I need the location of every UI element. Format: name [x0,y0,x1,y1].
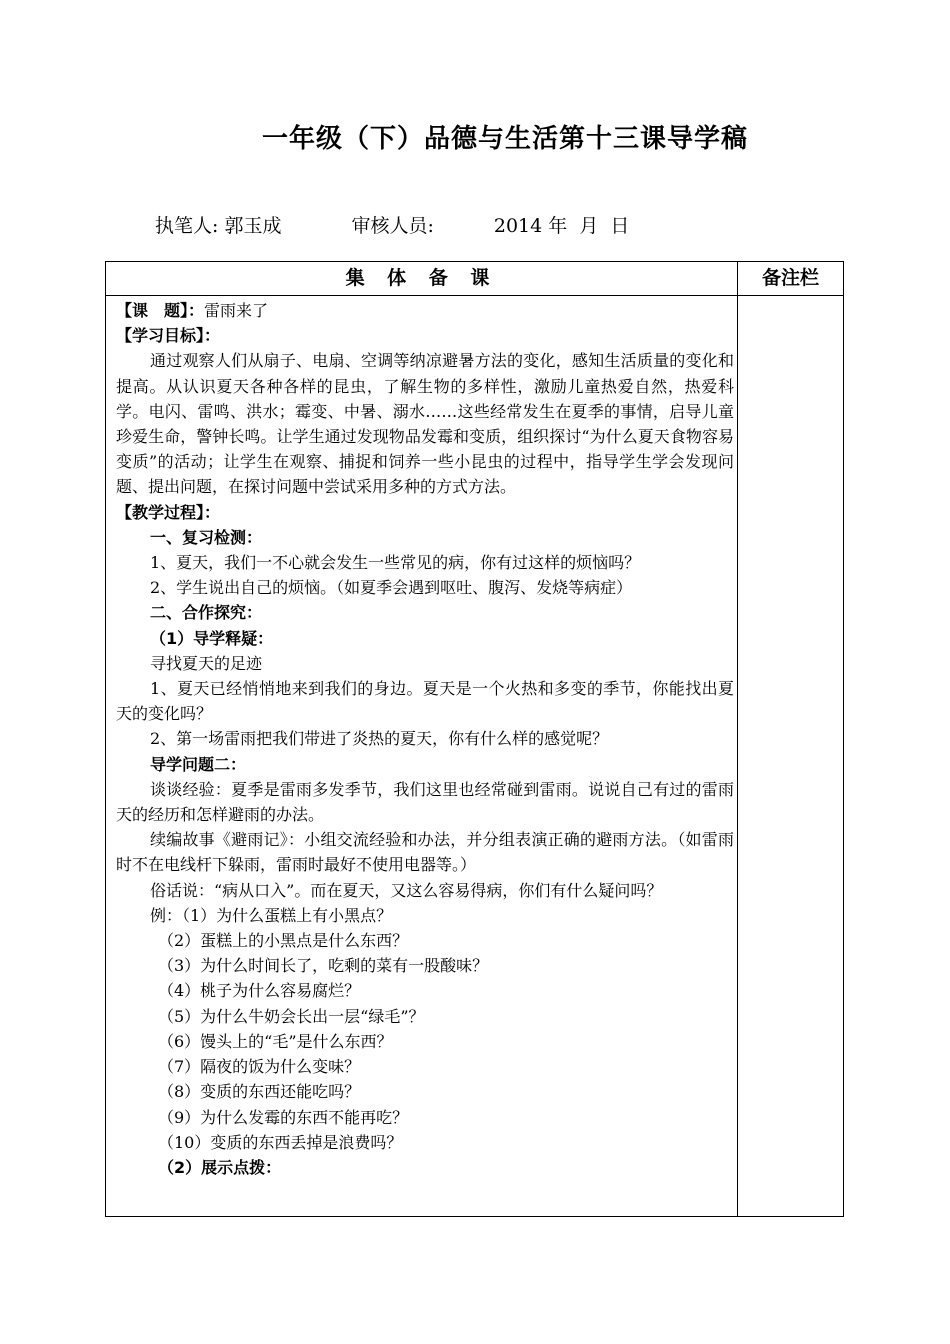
paragraph-story: 续编故事《避雨记》：小组交流经验和办法，并分组表演正确的避雨方法。（如雷雨时不在电线杆下躲雨，雷雨时最好不使用电器等。） [116,830,734,875]
paragraph-first-storm: 2、第一场雷雨把我们带进了炎热的夏天，你有什么样的感觉呢？ [150,729,609,749]
process-label: 【教学过程】： [116,502,221,522]
page-title: 一年级（下）品德与生活第十三课导学稿 [261,124,748,154]
reviewer-label: 审核人员: [351,215,434,237]
topic-label: 【课 题】： [116,301,205,320]
topic-text: 雷雨来了 [204,301,269,320]
example-item: （6）馒头上的“毛”是什么东西？ [158,1031,393,1051]
paragraph-proverb: 俗话说：“病从口入”。而在夏天，又这么容易得病，你们有什么疑问吗？ [150,880,663,900]
column-divider [737,262,738,1216]
section-explore-title: 二、合作探究： [150,603,263,623]
example-item: （9）为什么发霉的东西不能再吃？ [158,1107,409,1127]
example-item: （4）桃子为什么容易腐烂？ [158,981,361,1001]
review-item: 1、夏天，我们一不心就会发生一些常见的病，你有过这样的烦恼吗？ [150,553,641,573]
lesson-content [116,298,734,1180]
header-divider [106,295,843,296]
paragraph-talk-experience: 谈谈经验：夏季是雷雨多发季节，我们这里也经常碰到雷雨。说说自己有过的雷雨天的经历和怎样避雨的办法。 [116,779,734,825]
date-field: 2014 年 月 日 [493,215,630,237]
lesson-table [105,261,844,1217]
paragraph-summer-change: 1、夏天已经悄悄地来到我们的身边。夏天是一个火热和多变的季节，你能找出夏天的变化吗？ [116,679,734,724]
goals-label: 【学习目标】： [116,326,221,346]
example-item: （7）隔夜的饭为什么变味？ [158,1057,361,1077]
section-review-title: 一、复习检测： [150,527,263,547]
review-item: 2、学生说出自己的烦恼。（如夏季会遇到呕吐、腹泻、发烧等病症） [150,578,633,598]
guide-question-two-title: 导学问题二： [150,754,247,774]
subsection-show-title: （2）展示点拨： [158,1157,282,1177]
example-item: （3）为什么时间长了，吃剩的菜有一股酸味？ [158,956,489,976]
example-item: （8）变质的东西还能吃吗？ [158,1082,361,1102]
meta-line [155,211,629,238]
example-item: （10）变质的东西丢掉是浪费吗？ [158,1132,403,1152]
example-item: （2）蛋糕上的小黑点是什么东西？ [158,931,409,951]
author-label: 执笔人: [155,215,219,237]
example-item: 例：（1）为什么蛋糕上有小黑点？ [150,905,393,925]
find-summer-line: 寻找夏天的足迹 [150,653,263,673]
subsection-guide-title: （1）导学释疑： [150,628,274,648]
header-notes-column: 备注栏 [761,267,819,289]
header-collective-prep: 集 体 备 课 [345,267,498,289]
topic-line [116,298,734,323]
example-item: （5）为什么牛奶会长出一层“绿毛”？ [158,1006,425,1026]
goals-text: 通过观察人们从扇子、电扇、空调等纳凉避暑方法的变化，感知生活质量的变化和提高。从认识夏天各种各样的昆虫，了解生物的多样性，激励儿童热爱自然，热爱科学。电闪、雷鸣、洪水；霉变、中暑、溺水……这些经常发生在夏季的事情，启导儿童珍爱生命，警钟长鸣。让学生通过发现物品发霉和变质，组织探讨“为什么夏天食物容易变质”的活动；让学生在观察、捕捉和饲养一些小昆虫的过程中，指导学生学会发现问题、提出问题，在探讨问题中尝试采用多种的方式方法。 [116,351,734,497]
author-name: 郭玉成 [224,215,282,237]
